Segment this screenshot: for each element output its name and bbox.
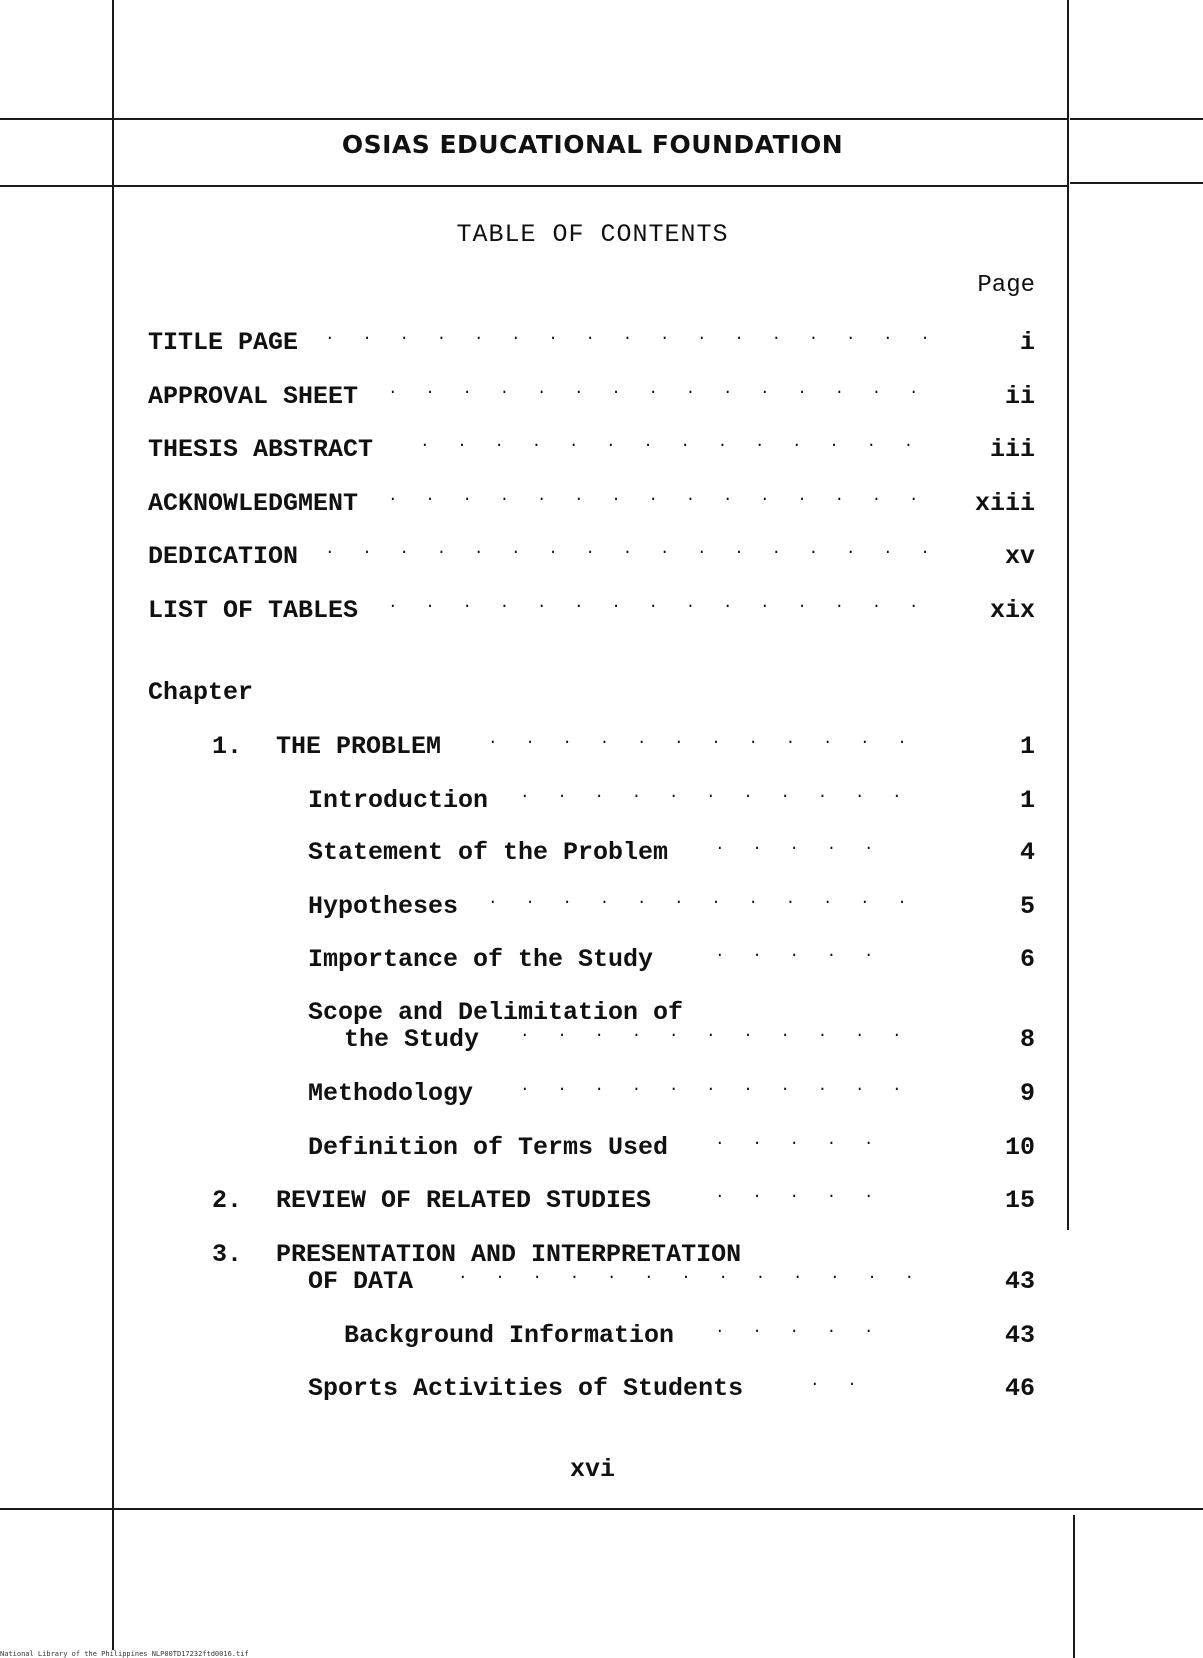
section-title: Background Information — [344, 1321, 675, 1350]
entry-label: APPROVAL SHEET — [148, 382, 359, 411]
entry-page: 5 — [1019, 892, 1035, 921]
right-margin-line-lower — [1073, 1515, 1075, 1658]
left-margin-line — [112, 0, 114, 1650]
entry-label: TITLE PAGE — [148, 328, 299, 357]
section-title: Scope and Delimitation of — [308, 998, 684, 1027]
dot-leader: . . — [810, 1372, 866, 1390]
entry-label: DEDICATION — [148, 542, 299, 571]
top-rule-left — [0, 118, 112, 120]
dot-leader: . . . . . — [715, 836, 883, 854]
section-title-continued: the Study — [344, 1025, 480, 1054]
entry-page: i — [1019, 328, 1035, 357]
section-title: Statement of the Problem — [308, 838, 669, 867]
entry-page: 4 — [1019, 838, 1035, 867]
dot-leader: . . . . . — [715, 1131, 883, 1149]
section-title: Definition of Terms Used — [308, 1133, 669, 1162]
entry-label: LIST OF TABLES — [148, 596, 359, 625]
entry-page: 6 — [1019, 945, 1035, 974]
entry-page: 46 — [1004, 1374, 1035, 1403]
scan-credit: National Library of the Philippines NLP00TD17232ftd0016.tif — [0, 1650, 249, 1658]
chapter-title-continued: OF DATA — [308, 1267, 414, 1296]
top-rule — [112, 118, 1067, 120]
entry-page: xv — [1004, 542, 1035, 571]
entry-page: 8 — [1019, 1025, 1035, 1054]
toc-entry — [148, 382, 358, 411]
dot-leader: . . . . . . . . . . . . . . . . . — [325, 326, 939, 344]
dot-leader: . . . . . . . . . . . — [520, 1023, 911, 1041]
entry-page: 9 — [1019, 1079, 1035, 1108]
dot-leader: . . . . . . . . . . . . — [488, 890, 916, 908]
entry-page: 1 — [1019, 786, 1035, 815]
entry-page: ii — [1004, 382, 1035, 411]
dot-leader: . . . . . — [715, 1319, 883, 1337]
dot-leader: . . . . . . . . . . . . — [488, 730, 916, 748]
dot-leader: . . . . . — [715, 1184, 883, 1202]
header-rule — [112, 185, 1067, 187]
header-rule-left — [0, 185, 112, 187]
header-rule-right — [1070, 182, 1203, 184]
page-column-heading: Page — [977, 272, 1035, 299]
bottom-rule — [0, 1508, 1203, 1510]
section-title: Sports Activities of Students — [308, 1374, 744, 1403]
entry-page: 15 — [1004, 1186, 1035, 1215]
toc-entry — [148, 542, 298, 571]
entry-page: 1 — [1019, 732, 1035, 761]
chapter-title: THE PROBLEM — [276, 732, 442, 761]
dot-leader: . . . . . . . . . . . — [520, 1077, 911, 1095]
organization-header: OSIAS EDUCATIONAL FOUNDATION — [341, 130, 844, 159]
entry-page: xix — [989, 596, 1035, 625]
top-rule-right — [1070, 118, 1203, 120]
dot-leader: . . . . . — [715, 943, 883, 961]
right-margin-line — [1067, 0, 1069, 1230]
toc-entry — [148, 435, 373, 464]
entry-label: ACKNOWLEDGMENT — [148, 489, 359, 518]
chapter-title: REVIEW OF RELATED STUDIES — [276, 1186, 652, 1215]
dot-leader: . . . . . . . . . . . . . — [458, 1265, 924, 1283]
toc-entry — [148, 596, 358, 625]
toc-entry — [148, 489, 358, 518]
dot-leader: . . . . . . . . . . . . . . . . . — [325, 540, 939, 558]
section-title: Hypotheses — [308, 892, 459, 921]
entry-page: 43 — [1004, 1267, 1035, 1296]
entry-page: 43 — [1004, 1321, 1035, 1350]
chapter-number: 2. — [212, 1186, 243, 1215]
toc-entry — [148, 328, 298, 357]
entry-label: THESIS ABSTRACT — [148, 435, 374, 464]
section-title: Importance of the Study — [308, 945, 654, 974]
dot-leader: . . . . . . . . . . . . . . — [420, 433, 923, 451]
entry-page: xiii — [974, 489, 1035, 518]
chapter-heading: Chapter — [148, 678, 254, 707]
dot-leader: . . . . . . . . . . . — [520, 784, 911, 802]
entry-page: iii — [989, 435, 1035, 464]
chapter-title: PRESENTATION AND INTERPRETATION — [276, 1240, 742, 1269]
toc-title: TABLE OF CONTENTS — [456, 220, 729, 249]
dot-leader: . . . . . . . . . . . . . . . — [388, 594, 928, 612]
dot-leader: . . . . . . . . . . . . . . . — [388, 380, 928, 398]
section-title: Methodology — [308, 1079, 474, 1108]
chapter-number: 1. — [212, 732, 243, 761]
page-number: xvi — [569, 1455, 615, 1484]
dot-leader: . . . . . . . . . . . . . . . — [388, 487, 928, 505]
entry-page: 10 — [1004, 1133, 1035, 1162]
chapter-number: 3. — [212, 1240, 243, 1269]
section-title: Introduction — [308, 786, 489, 815]
